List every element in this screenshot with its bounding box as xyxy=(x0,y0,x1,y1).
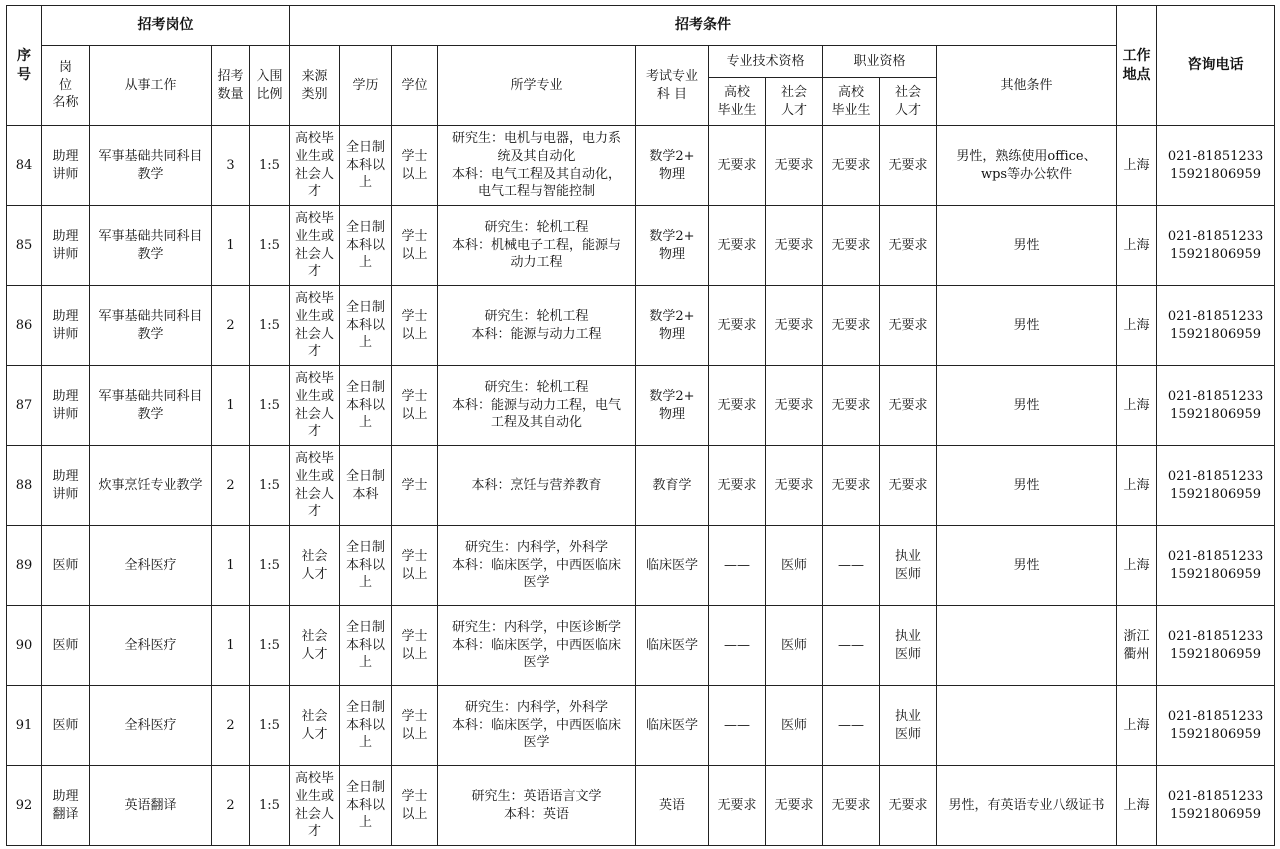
cell-degree: 学士 以上 xyxy=(392,126,438,206)
header-degree: 学位 xyxy=(392,46,438,126)
cell-source: 高校毕 业生或 社会人 才 xyxy=(290,286,340,366)
cell-source: 高校毕 业生或 社会人 才 xyxy=(290,206,340,286)
cell-tech-social: 无要求 xyxy=(766,206,823,286)
cell-tech-grad: 无要求 xyxy=(709,446,766,526)
cell-major: 研究生：英语语言文学 本科：英语 xyxy=(438,766,636,846)
cell-source: 社会 人才 xyxy=(290,686,340,766)
cell-other: 男性，熟练使用office、 wps等办公软件 xyxy=(937,126,1117,206)
cell-post: 助理 讲师 xyxy=(42,126,90,206)
cell-seq: 86 xyxy=(7,286,42,366)
header-source: 来源 类别 xyxy=(290,46,340,126)
cell-phone: 021-81851233 15921806959 xyxy=(1157,206,1275,286)
cell-exam: 临床医学 xyxy=(636,686,709,766)
cell-prof-social: 执业 医师 xyxy=(880,686,937,766)
cell-education: 全日制 本科以 上 xyxy=(340,126,392,206)
cell-ratio: 1:5 xyxy=(250,286,290,366)
cell-tech-grad: 无要求 xyxy=(709,126,766,206)
cell-other: 男性 xyxy=(937,206,1117,286)
cell-location: 上海 xyxy=(1117,446,1157,526)
cell-post: 医师 xyxy=(42,526,90,606)
cell-seq: 92 xyxy=(7,766,42,846)
cell-prof-social: 执业 医师 xyxy=(880,526,937,606)
cell-prof-social: 无要求 xyxy=(880,446,937,526)
cell-exam: 数学2+ 物理 xyxy=(636,206,709,286)
cell-location: 上海 xyxy=(1117,206,1157,286)
cell-ratio: 1:5 xyxy=(250,206,290,286)
cell-seq: 89 xyxy=(7,526,42,606)
cell-post: 助理 讲师 xyxy=(42,366,90,446)
cell-count: 3 xyxy=(212,126,250,206)
cell-tech-social: 医师 xyxy=(766,526,823,606)
cell-seq: 91 xyxy=(7,686,42,766)
cell-tech-social: 无要求 xyxy=(766,126,823,206)
header-group-conditions: 招考条件 xyxy=(290,6,1117,46)
cell-ratio: 1:5 xyxy=(250,526,290,606)
cell-ratio: 1:5 xyxy=(250,686,290,766)
cell-tech-grad: —— xyxy=(709,686,766,766)
header-phone: 咨询电话 xyxy=(1157,6,1275,126)
cell-tech-grad: 无要求 xyxy=(709,366,766,446)
cell-ratio: 1:5 xyxy=(250,766,290,846)
cell-prof-social: 无要求 xyxy=(880,286,937,366)
cell-source: 高校毕 业生或 社会人 才 xyxy=(290,366,340,446)
header-count: 招考 数量 xyxy=(212,46,250,126)
cell-education: 全日制 本科 xyxy=(340,446,392,526)
cell-work: 英语翻译 xyxy=(90,766,212,846)
cell-major: 研究生：内科学，外科学 本科：临床医学，中西医临床 医学 xyxy=(438,686,636,766)
cell-tech-social: 无要求 xyxy=(766,366,823,446)
cell-prof-social: 无要求 xyxy=(880,366,937,446)
cell-prof-grad: 无要求 xyxy=(823,766,880,846)
cell-degree: 学士 xyxy=(392,446,438,526)
cell-phone: 021-81851233 15921806959 xyxy=(1157,446,1275,526)
cell-post: 助理 讲师 xyxy=(42,286,90,366)
cell-post: 助理 翻译 xyxy=(42,766,90,846)
cell-other: 男性 xyxy=(937,526,1117,606)
cell-degree: 学士 以上 xyxy=(392,606,438,686)
cell-count: 2 xyxy=(212,286,250,366)
header-tech-social: 社会 人才 xyxy=(766,78,823,126)
cell-prof-social: 无要求 xyxy=(880,126,937,206)
cell-source: 社会 人才 xyxy=(290,526,340,606)
header-tech-grad: 高校 毕业生 xyxy=(709,78,766,126)
cell-count: 1 xyxy=(212,366,250,446)
cell-education: 全日制 本科以 上 xyxy=(340,686,392,766)
cell-phone: 021-81851233 15921806959 xyxy=(1157,686,1275,766)
cell-prof-social: 无要求 xyxy=(880,766,937,846)
cell-tech-grad: —— xyxy=(709,606,766,686)
header-location: 工作 地点 xyxy=(1117,6,1157,126)
cell-prof-grad: —— xyxy=(823,606,880,686)
cell-other: 男性 xyxy=(937,366,1117,446)
cell-work: 军事基础共同科目 教学 xyxy=(90,366,212,446)
cell-education: 全日制 本科以 上 xyxy=(340,286,392,366)
cell-source: 高校毕 业生或 社会人 才 xyxy=(290,446,340,526)
header-exam: 考试专业 科 目 xyxy=(636,46,709,126)
cell-location: 上海 xyxy=(1117,526,1157,606)
cell-degree: 学士 以上 xyxy=(392,766,438,846)
cell-major: 研究生：内科学，中医诊断学 本科：临床医学，中西医临床 医学 xyxy=(438,606,636,686)
cell-location: 上海 xyxy=(1117,766,1157,846)
cell-exam: 数学2+ 物理 xyxy=(636,126,709,206)
cell-exam: 数学2+ 物理 xyxy=(636,366,709,446)
cell-work: 全科医疗 xyxy=(90,606,212,686)
cell-source: 高校毕 业生或 社会人 才 xyxy=(290,766,340,846)
cell-prof-grad: 无要求 xyxy=(823,446,880,526)
cell-count: 1 xyxy=(212,606,250,686)
cell-prof-grad: —— xyxy=(823,526,880,606)
table-row xyxy=(7,286,1275,366)
header-tech-qual: 专业技术资格 xyxy=(709,46,823,78)
cell-ratio: 1:5 xyxy=(250,606,290,686)
cell-major: 研究生：轮机工程 本科：机械电子工程，能源与 动力工程 xyxy=(438,206,636,286)
cell-count: 2 xyxy=(212,446,250,526)
cell-degree: 学士 以上 xyxy=(392,686,438,766)
cell-phone: 021-81851233 15921806959 xyxy=(1157,606,1275,686)
table-body xyxy=(7,126,1275,846)
cell-source: 高校毕 业生或 社会人 才 xyxy=(290,126,340,206)
cell-post: 助理 讲师 xyxy=(42,446,90,526)
cell-education: 全日制 本科以 上 xyxy=(340,206,392,286)
cell-work: 军事基础共同科目 教学 xyxy=(90,126,212,206)
table-row xyxy=(7,366,1275,446)
cell-prof-grad: 无要求 xyxy=(823,366,880,446)
cell-work: 炊事烹饪专业教学 xyxy=(90,446,212,526)
cell-work: 全科医疗 xyxy=(90,526,212,606)
cell-count: 1 xyxy=(212,206,250,286)
cell-exam: 数学2+ 物理 xyxy=(636,286,709,366)
cell-count: 2 xyxy=(212,686,250,766)
cell-post: 医师 xyxy=(42,606,90,686)
cell-other: 男性，有英语专业八级证书 xyxy=(937,766,1117,846)
cell-phone: 021-81851233 15921806959 xyxy=(1157,526,1275,606)
table-row xyxy=(7,446,1275,526)
header-other: 其他条件 xyxy=(937,46,1117,126)
cell-tech-social: 医师 xyxy=(766,686,823,766)
cell-prof-grad: 无要求 xyxy=(823,126,880,206)
header-prof-social: 社会 人才 xyxy=(880,78,937,126)
table-row xyxy=(7,206,1275,286)
cell-post: 助理 讲师 xyxy=(42,206,90,286)
cell-degree: 学士 以上 xyxy=(392,286,438,366)
cell-prof-social: 无要求 xyxy=(880,206,937,286)
header-post-name: 岗 位 名称 xyxy=(42,46,90,126)
cell-location: 上海 xyxy=(1117,286,1157,366)
cell-education: 全日制 本科以 上 xyxy=(340,606,392,686)
cell-prof-social: 执业 医师 xyxy=(880,606,937,686)
header-education: 学历 xyxy=(340,46,392,126)
cell-count: 1 xyxy=(212,526,250,606)
cell-location: 上海 xyxy=(1117,686,1157,766)
cell-ratio: 1:5 xyxy=(250,446,290,526)
cell-tech-grad: 无要求 xyxy=(709,206,766,286)
cell-source: 社会 人才 xyxy=(290,606,340,686)
header-major: 所学专业 xyxy=(438,46,636,126)
cell-post: 医师 xyxy=(42,686,90,766)
cell-degree: 学士 以上 xyxy=(392,526,438,606)
header-seq: 序 号 xyxy=(7,6,42,126)
cell-seq: 87 xyxy=(7,366,42,446)
cell-work: 军事基础共同科目 教学 xyxy=(90,206,212,286)
cell-tech-social: 无要求 xyxy=(766,286,823,366)
cell-exam: 教育学 xyxy=(636,446,709,526)
recruitment-table xyxy=(6,5,1275,846)
table-row xyxy=(7,686,1275,766)
cell-exam: 英语 xyxy=(636,766,709,846)
table-row xyxy=(7,766,1275,846)
cell-ratio: 1:5 xyxy=(250,126,290,206)
cell-major: 研究生：电机与电器，电力系 统及其自动化 本科：电气工程及其自动化， 电气工程与智能控制 xyxy=(438,126,636,206)
cell-major: 研究生：轮机工程 本科：能源与动力工程 xyxy=(438,286,636,366)
cell-phone: 021-81851233 15921806959 xyxy=(1157,766,1275,846)
cell-degree: 学士 以上 xyxy=(392,366,438,446)
cell-degree: 学士 以上 xyxy=(392,206,438,286)
table-row xyxy=(7,126,1275,206)
cell-major: 本科：烹饪与营养教育 xyxy=(438,446,636,526)
cell-other xyxy=(937,606,1117,686)
cell-phone: 021-81851233 15921806959 xyxy=(1157,126,1275,206)
cell-seq: 88 xyxy=(7,446,42,526)
cell-location: 上海 xyxy=(1117,126,1157,206)
cell-seq: 90 xyxy=(7,606,42,686)
cell-tech-social: 医师 xyxy=(766,606,823,686)
cell-other xyxy=(937,686,1117,766)
table-row xyxy=(7,606,1275,686)
cell-prof-grad: —— xyxy=(823,686,880,766)
header-prof-grad: 高校 毕业生 xyxy=(823,78,880,126)
table-header xyxy=(7,6,1275,126)
header-work: 从事工作 xyxy=(90,46,212,126)
cell-other: 男性 xyxy=(937,286,1117,366)
cell-work: 军事基础共同科目 教学 xyxy=(90,286,212,366)
cell-prof-grad: 无要求 xyxy=(823,206,880,286)
cell-seq: 85 xyxy=(7,206,42,286)
cell-exam: 临床医学 xyxy=(636,606,709,686)
cell-count: 2 xyxy=(212,766,250,846)
cell-tech-grad: —— xyxy=(709,526,766,606)
cell-major: 研究生：内科学，外科学 本科：临床医学，中西医临床 医学 xyxy=(438,526,636,606)
cell-education: 全日制 本科以 上 xyxy=(340,526,392,606)
cell-exam: 临床医学 xyxy=(636,526,709,606)
cell-phone: 021-81851233 15921806959 xyxy=(1157,286,1275,366)
cell-phone: 021-81851233 15921806959 xyxy=(1157,366,1275,446)
cell-location: 上海 xyxy=(1117,366,1157,446)
cell-education: 全日制 本科以 上 xyxy=(340,366,392,446)
cell-education: 全日制 本科以 上 xyxy=(340,766,392,846)
cell-major: 研究生：轮机工程 本科：能源与动力工程，电气 工程及其自动化 xyxy=(438,366,636,446)
table-row xyxy=(7,526,1275,606)
cell-seq: 84 xyxy=(7,126,42,206)
cell-other: 男性 xyxy=(937,446,1117,526)
cell-location: 浙江 衢州 xyxy=(1117,606,1157,686)
cell-tech-grad: 无要求 xyxy=(709,766,766,846)
cell-tech-social: 无要求 xyxy=(766,766,823,846)
cell-ratio: 1:5 xyxy=(250,366,290,446)
header-prof-qual: 职业资格 xyxy=(823,46,937,78)
header-ratio: 入围 比例 xyxy=(250,46,290,126)
cell-tech-grad: 无要求 xyxy=(709,286,766,366)
header-group-post: 招考岗位 xyxy=(42,6,290,46)
cell-work: 全科医疗 xyxy=(90,686,212,766)
cell-prof-grad: 无要求 xyxy=(823,286,880,366)
cell-tech-social: 无要求 xyxy=(766,446,823,526)
